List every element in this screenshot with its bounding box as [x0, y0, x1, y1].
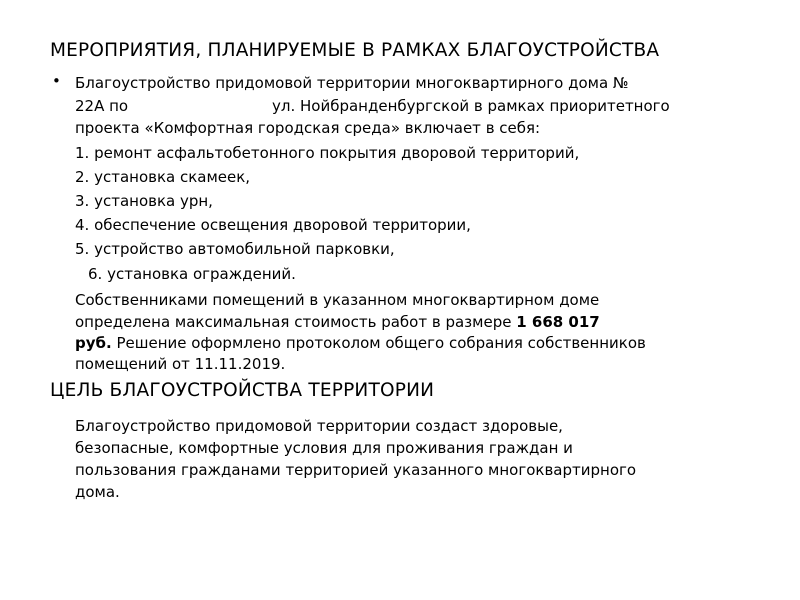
list-item-1: 1. ремонт асфальтобетонного покрытия дворовой территорий, — [75, 144, 580, 162]
cost-amount: 1 668 017 — [516, 313, 600, 331]
list-item-5: 5. устройство автомобильной парковки, — [75, 240, 395, 258]
bullet-marker: • — [52, 72, 61, 90]
goal-line-1: Благоустройство придомовой территории создаст здоровые, — [75, 417, 563, 435]
cost-line-2 — [75, 312, 600, 333]
list-item-2: 2. установка скамеек, — [75, 168, 251, 186]
cost-line-3 — [75, 333, 646, 354]
intro-line-2b: ул. Нойбранденбургской в рамках приоритетного — [272, 97, 670, 115]
section-title-goal: ЦЕЛЬ БЛАГОУСТРОЙСТВА ТЕРРИТОРИИ — [50, 380, 435, 401]
intro-line-2a: 22А по — [75, 97, 129, 115]
cost-currency: руб. — [75, 334, 112, 352]
list-item-3: 3. установка урн, — [75, 192, 213, 210]
cost-line-4: помещений от 11.11.2019. — [75, 355, 286, 373]
intro-line-1: Благоустройство придомовой территории многоквартирного дома № — [75, 74, 629, 92]
section-title-activities: МЕРОПРИЯТИЯ, ПЛАНИРУЕМЫЕ В РАМКАХ БЛАГОУСТРОЙСТВА — [50, 40, 660, 61]
cost-line-2-text: определена максимальная стоимость работ в размере — [75, 313, 512, 331]
goal-line-3: пользования гражданами территорией указанного многоквартирного — [75, 461, 637, 479]
goal-line-4: дома. — [75, 483, 120, 501]
goal-line-2: безопасные, комфортные условия для проживания граждан и — [75, 439, 573, 457]
cost-line-1: Собственниками помещений в указанном многоквартирном доме — [75, 291, 600, 309]
intro-line-3: проекта «Комфортная городская среда» включает в себя: — [75, 119, 541, 137]
list-item-6: 6. установка ограждений. — [88, 265, 296, 283]
list-item-4: 4. обеспечение освещения дворовой территории, — [75, 216, 471, 234]
cost-line-3-text: Решение оформлено протоколом общего собрания собственников — [116, 334, 646, 352]
